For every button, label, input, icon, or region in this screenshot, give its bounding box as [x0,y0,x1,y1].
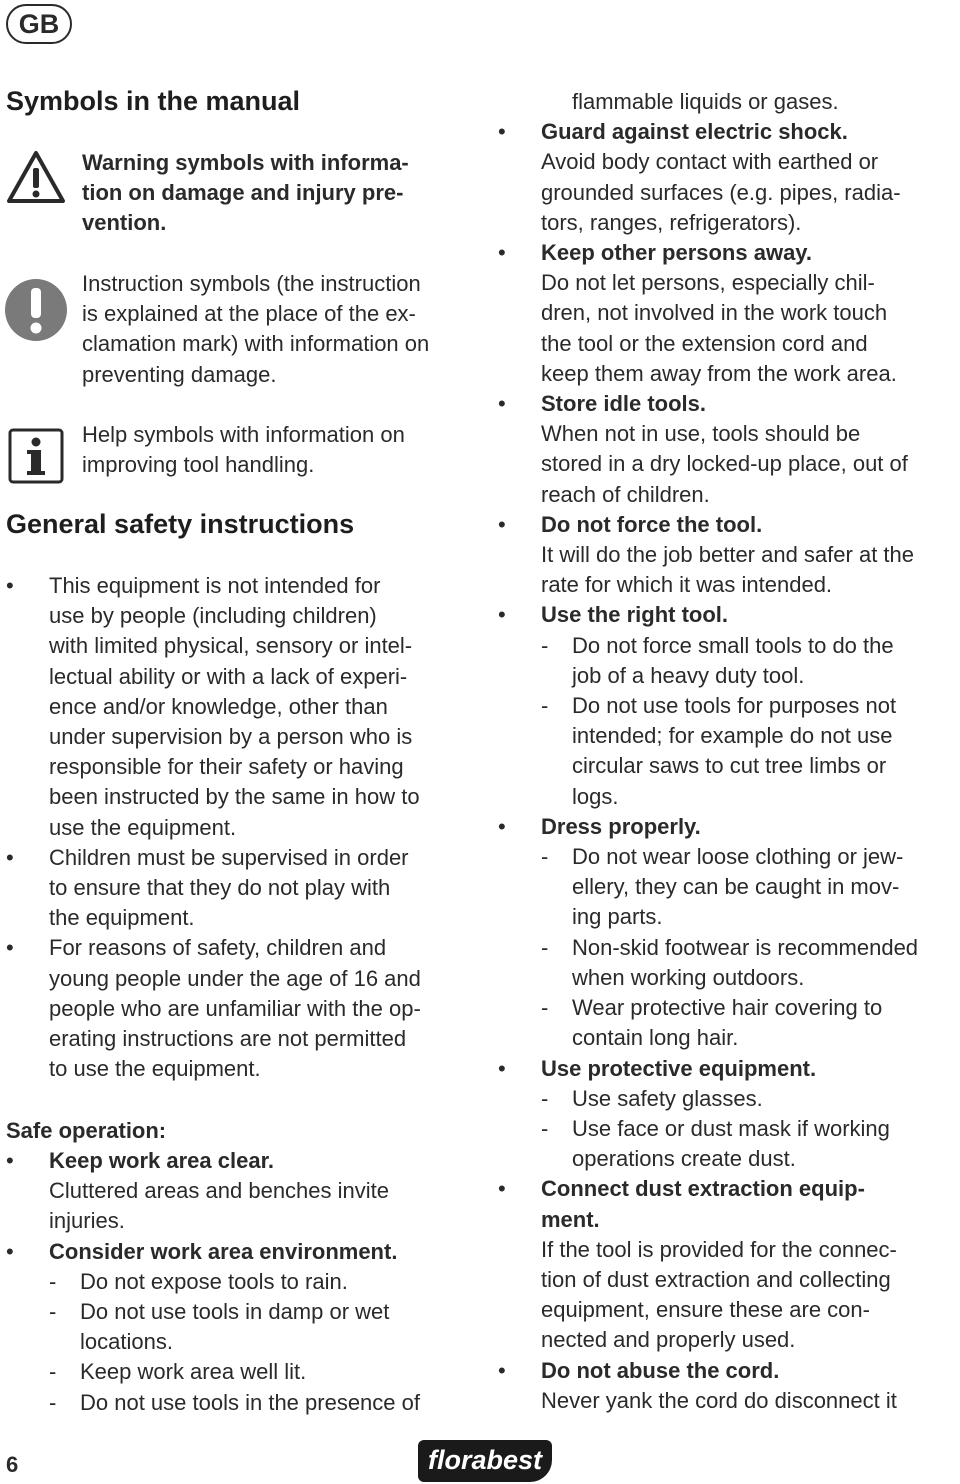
language-badge: GB [6,4,72,44]
sub-item: - Keep work area well lit. [49,1359,307,1385]
sub-item: - Do not use tools in damp or wet locations. [49,1299,390,1355]
florabest-logo: florabest [418,1440,552,1482]
sub-item: - Do not wear loose clothing or jew- ellery, they can be caught in mov- ing parts. [541,844,904,930]
list-item: • Keep other persons away. Do not let persons, especially chil- dren, not involved in the work touch the tool or the extension cord and keep them away from the work area. [498,240,897,386]
list-item: • Dress properly. - Do not wear loose clothing or jew- ellery, they can be caught in mov- ing parts. - Non-skid footwear is recommended when working outdoors. - Wear protective hair covering to contain long hair. [498,812,958,1054]
sub-item: - Do not force small tools to do the job of a heavy duty tool. [541,632,894,688]
list-item: • Keep work area clear. Cluttered areas and benches invite injuries. [6,1148,389,1234]
general-safety-title: General safety instructions [6,509,355,539]
list-item: • Children must be supervised in order to ensure that they do not play with the equipment. [6,844,409,931]
symbol-desc-help: Help symbols with information on improving tool handling. [82,422,405,478]
list-item: • Use protective equipment. - Use safety glasses. - Use face or dust mask if working operations create dust. [498,1054,958,1175]
symbol-desc-instruction: Instruction symbols (the instruction is explained at the place of the ex- clamation mark) with information on preventing damage. [82,271,430,387]
list-item: • Use the right tool. - Do not force small tools to do the job of a heavy duty tool. - Do not use tools for purposes not intended; for example do not use circular saws to cut tree limbs or logs. [498,600,958,811]
list-item: • For reasons of safety, children and young people under the age of 16 and people who are unfamiliar with the op- erating instructions are not permitted to use the equipment. [6,935,421,1082]
list-item: • This equipment is not intended for use by people (including children) with limited physical, sensory or intel- lectual ability or with a lack of experi- ence and/or knowledge, other than under supervision by a person who is responsible for their safety or having been instructed by the same in how to use the equipment. [6,573,420,840]
continuation-text: flammable liquids or gases. [572,89,839,114]
list-item: • Consider work area environment. - Do not expose tools to rain. - Do not use tools in damp or wet locations. - Keep work area well lit. - Do not use tools in the presence of [6,1237,466,1418]
sub-item: - Use face or dust mask if working operations create dust. [541,1115,890,1172]
sub-item: - Non-skid footwear is recommended when working outdoors. [541,934,919,990]
sub-item: - Do not expose tools to rain. [49,1268,348,1294]
sub-item: - Do not use tools for purposes not intended; for example do not use circular saws to cut tree limbs or logs. [541,693,897,809]
list-item: • Connect dust extraction equip- ment. If the tool is provided for the connec- tion of dust extraction and collecting equipment, ensure these are con- nected and properly used. [498,1176,897,1353]
sub-item: - Use safety glasses. [541,1085,763,1111]
safe-operation-list-right [498,87,958,1416]
warning-triangle-icon [6,150,66,209]
page-number: 6 [6,1452,19,1477]
exclamation-circle-icon [4,278,68,347]
sub-item: - Wear protective hair covering to contain long hair. [541,995,883,1051]
list-item: • Guard against electric shock. Avoid body contact with earthed or grounded surfaces (e.g. pipes, radia- tors, ranges, refrigerators). [498,119,901,235]
symbols-title: Symbols in the manual [6,86,301,116]
symbol-desc-warning: Warning symbols with informa- tion on damage and injury pre- vention. [82,150,409,236]
sub-item: - Do not use tools in the presence of [49,1389,420,1415]
safe-operation-list-left [6,1146,466,1418]
list-item: • Do not force the tool. It will do the job better and safer at the rate for which it was intended. [498,511,915,598]
general-safety-list [6,571,466,1084]
list-item: • Do not abuse the cord. Never yank the cord do disconnect it [498,1357,897,1413]
list-item: • Store idle tools. When not in use, tools should be stored in a dry locked-up place, out of reach of children. [498,391,908,507]
info-square-icon [8,428,64,489]
safe-operation-heading: Safe operation: [6,1118,167,1143]
